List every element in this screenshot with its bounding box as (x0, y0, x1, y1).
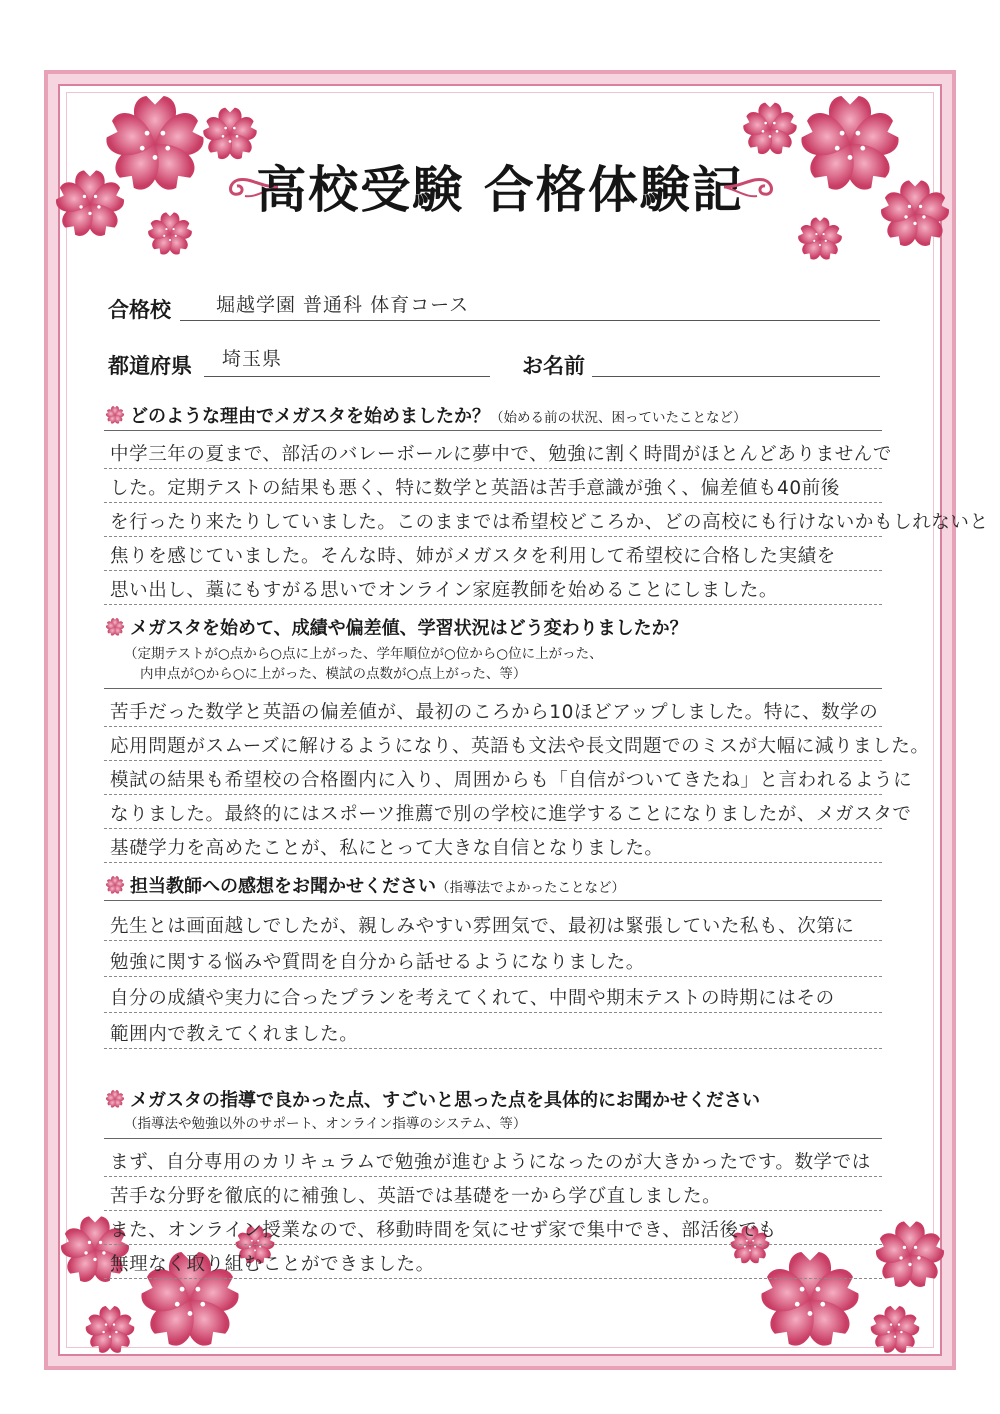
answer-rule (104, 468, 882, 469)
school-underline (180, 320, 880, 321)
section-4-answer-line: また、オンライン授業なので、移動時間を気にせず家で集中でき、部活後でも (110, 1220, 777, 1241)
section-4-rule-top (104, 1138, 882, 1139)
answer-rule (104, 794, 882, 795)
section-4-answer-line: 苦手な分野を徹底的に補強し、英語では基礎を一から学び直しました。 (110, 1186, 722, 1207)
section-2-answer-line: 応用問題がスムーズに解けるようになり、英語も文法や長文問題でのミスが大幅に減りました。 (110, 736, 930, 757)
answer-rule (104, 1048, 882, 1049)
name-label: お名前 (522, 354, 585, 378)
section-4-question: メガスタの指導で良かった点、すごいと思った点を具体的にお聞かせください (106, 1086, 760, 1112)
school-value: 堀越学園 普通科 体育コース (216, 294, 470, 316)
blossom-bullet-icon (106, 876, 124, 894)
section-1-answer-line: 中学三年の夏まで、部活のバレーボールに夢中で、勉強に割く時間がほとんどありませんで (110, 444, 892, 465)
section-4-answer-line: まず、自分専用のカリキュラムで勉強が進むようになったのが大きかったです。数学では (110, 1152, 871, 1173)
section-2-sub-line: （定期テストが○点から○点に上がった、学年順位が○位から○位に上がった、 (124, 646, 603, 662)
blossom-bullet-icon (106, 406, 124, 424)
answer-rule (104, 726, 882, 727)
answer-rule (104, 828, 882, 829)
section-2-rule-top (104, 688, 882, 689)
section-4-answer-line: 無理なく取り組むことができました。 (110, 1254, 435, 1275)
answer-rule (104, 604, 882, 605)
answer-rule (104, 502, 882, 503)
section-3-question: 担当教師への感想をお聞かせください（指導法でよかったことなど） (106, 872, 625, 898)
section-1-rule-top (104, 430, 882, 431)
section-1-answer-line: した。定期テストの結果も悪く、特に数学と英語は苦手意識が強く、偏差値も40前後 (110, 478, 840, 499)
answer-rule (104, 1210, 882, 1211)
section-2-question: メガスタを始めて、成績や偏差値、学習状況はどう変わりましたか？ (106, 614, 688, 640)
section-2-sub-line: 内申点が○から○に上がった、模試の点数が○点上がった、等） (140, 666, 527, 682)
section-2-answer-line: 模試の結果も希望校の合格圏内に入り、周囲からも「自信がついてきたね」と言われるように (110, 770, 913, 791)
answer-rule (104, 760, 882, 761)
answer-rule (104, 1176, 882, 1177)
section-1-question: どのような理由でメガスタを始めましたか？（始める前の状況、困っていたことなど） (106, 402, 747, 428)
section-3-rule-top (104, 900, 882, 901)
answer-rule (104, 940, 882, 941)
section-3-answer-line: 勉強に関する悩みや質問を自分から話せるようになりました。 (110, 952, 645, 973)
section-2-answer-line: 苦手だった数学と英語の偏差値が、最初のころから10ほどアップしました。特に、数学の (110, 702, 879, 723)
answer-rule (104, 1278, 882, 1279)
answer-rule (104, 536, 882, 537)
prefecture-underline (204, 376, 490, 377)
section-1-answer-line: を行ったり来たりしていました。このままでは希望校どころか、どの高校にも行けないかもしれないと (110, 512, 989, 533)
school-label: 合格校 (108, 298, 171, 322)
prefecture-value: 埼玉県 (222, 348, 283, 370)
blossom-bullet-icon (106, 618, 124, 636)
section-4-sub-line: （指導法や勉強以外のサポート、オンライン指導のシステム、等） (124, 1116, 527, 1132)
prefecture-label: 都道府県 (108, 354, 192, 378)
section-1-answer-line: 思い出し、藁にもすがる思いでオンライン家庭教師を始めることにしました。 (110, 580, 778, 601)
page-title: 高校受験 合格体験記 (256, 161, 744, 219)
answer-rule (104, 976, 882, 977)
section-3-answer-line: 範囲内で教えてくれました。 (110, 1024, 359, 1045)
answer-rule (104, 570, 882, 571)
section-1-answer-line: 焦りを感じていました。そんな時、姉がメガスタを利用して希望校に合格した実績を (110, 546, 836, 567)
section-2-answer-line: 基礎学力を高めたことが、私にとって大きな自信となりました。 (110, 838, 664, 859)
section-2-answer-line: なりました。最終的にはスポーツ推薦で別の学校に進学することになりましたが、メガスタで (110, 804, 912, 825)
blossom-bullet-icon (106, 1090, 124, 1108)
name-underline (592, 376, 880, 377)
answer-rule (104, 1012, 882, 1013)
section-3-answer-line: 先生とは画面越しでしたが、親しみやすい雰囲気で、最初は緊張していた私も、次第に (110, 916, 855, 937)
title-swirl-right (722, 172, 792, 202)
section-3-answer-line: 自分の成績や実力に合ったプランを考えてくれて、中間や期末テストの時期にはその (110, 988, 835, 1009)
answer-rule (104, 862, 882, 863)
answer-rule (104, 1244, 882, 1245)
